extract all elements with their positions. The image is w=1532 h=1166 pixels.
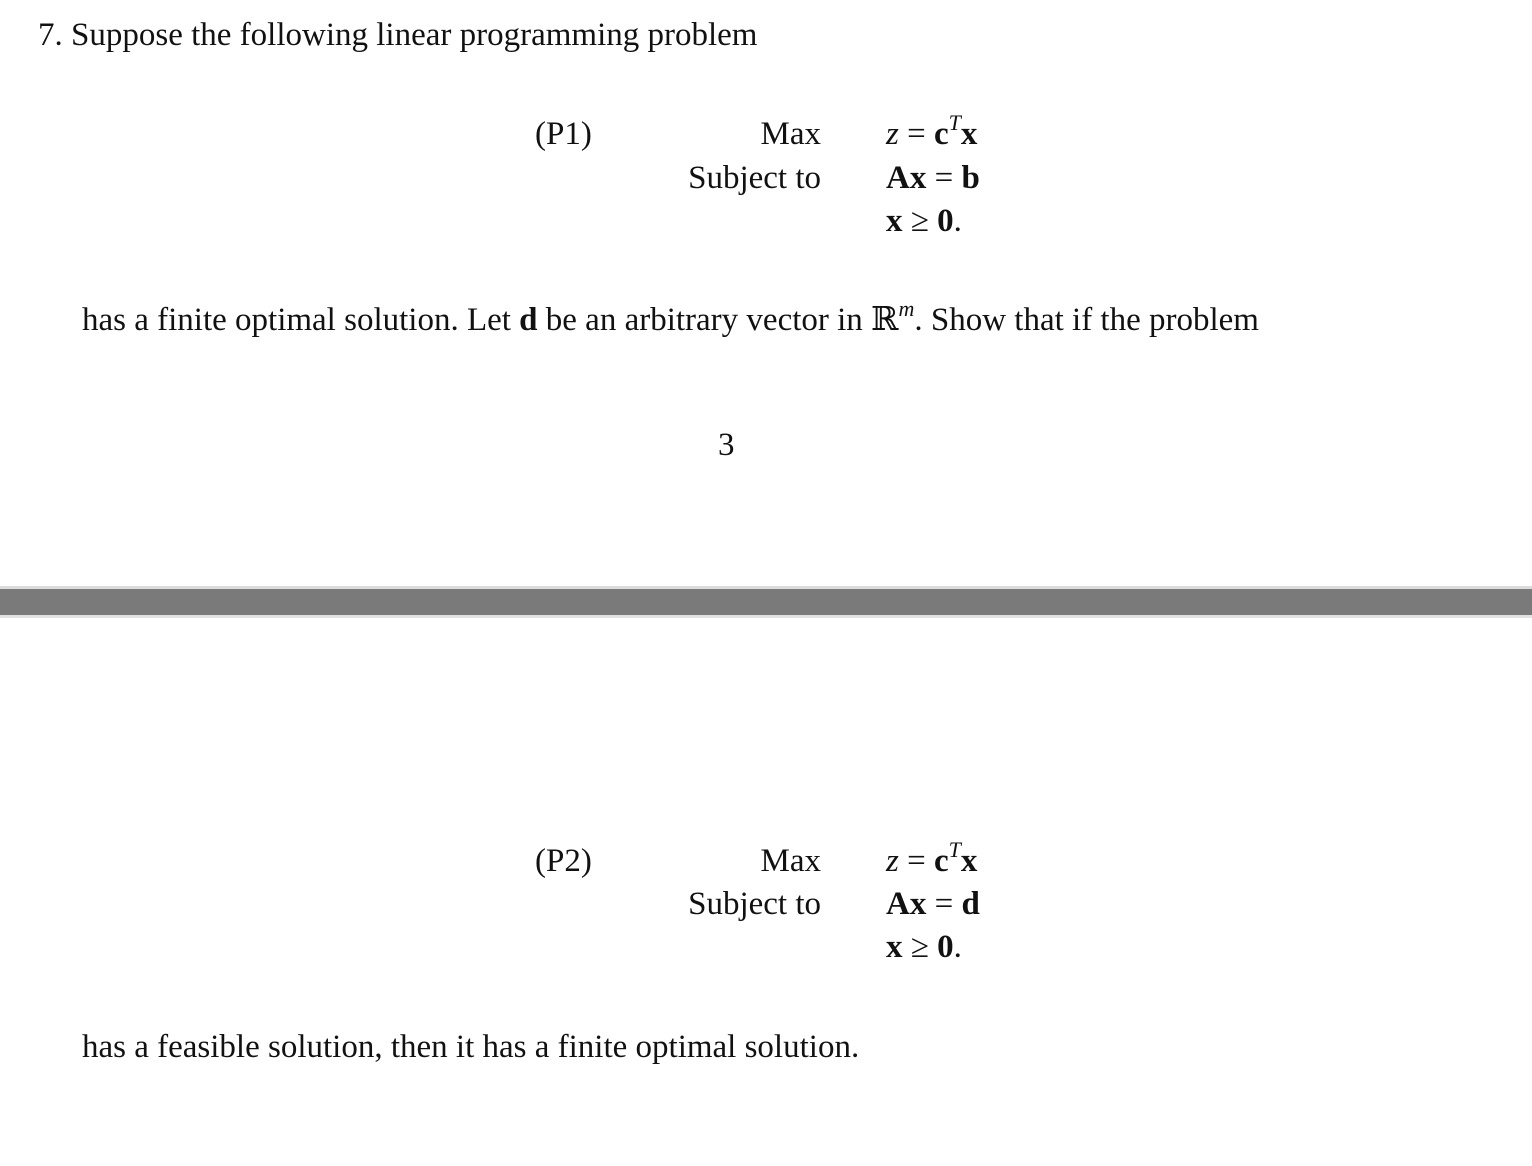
page-number: 3 [718, 427, 735, 463]
p2-objective: $z = c^Tx$ [886, 837, 978, 879]
p2-constraint-nonnegativity: x ≥ 0. [886, 929, 962, 965]
p1-label: (P1) [535, 116, 592, 152]
p2-max-keyword: Max [760, 843, 821, 879]
p1-max-keyword: Max [760, 116, 821, 152]
p1-objective: $z = c^Tx$ [886, 110, 978, 152]
paragraph-feasible-solution: has a feasible solution, then it has a finite optimal solution. [82, 1029, 860, 1065]
p2-label: (P2) [535, 843, 592, 879]
p2-subject-to-keyword: Subject to [688, 886, 821, 922]
problem-heading: 7. Suppose the following linear programming problem [38, 17, 758, 53]
paragraph-finite-optimal: has a finite optimal solution. Let d be an arbitrary vector in ℝ$^m$. Show that if the problem [82, 296, 1259, 338]
document-page-bottom [0, 618, 1532, 1166]
page-separator [0, 586, 1532, 618]
p1-subject-to-keyword: Subject to [688, 160, 821, 196]
p1-constraint-nonnegativity: x ≥ 0. [886, 203, 962, 239]
p1-constraint-equality: Ax = b [886, 160, 980, 196]
p2-constraint-equality: Ax = d [886, 886, 980, 922]
